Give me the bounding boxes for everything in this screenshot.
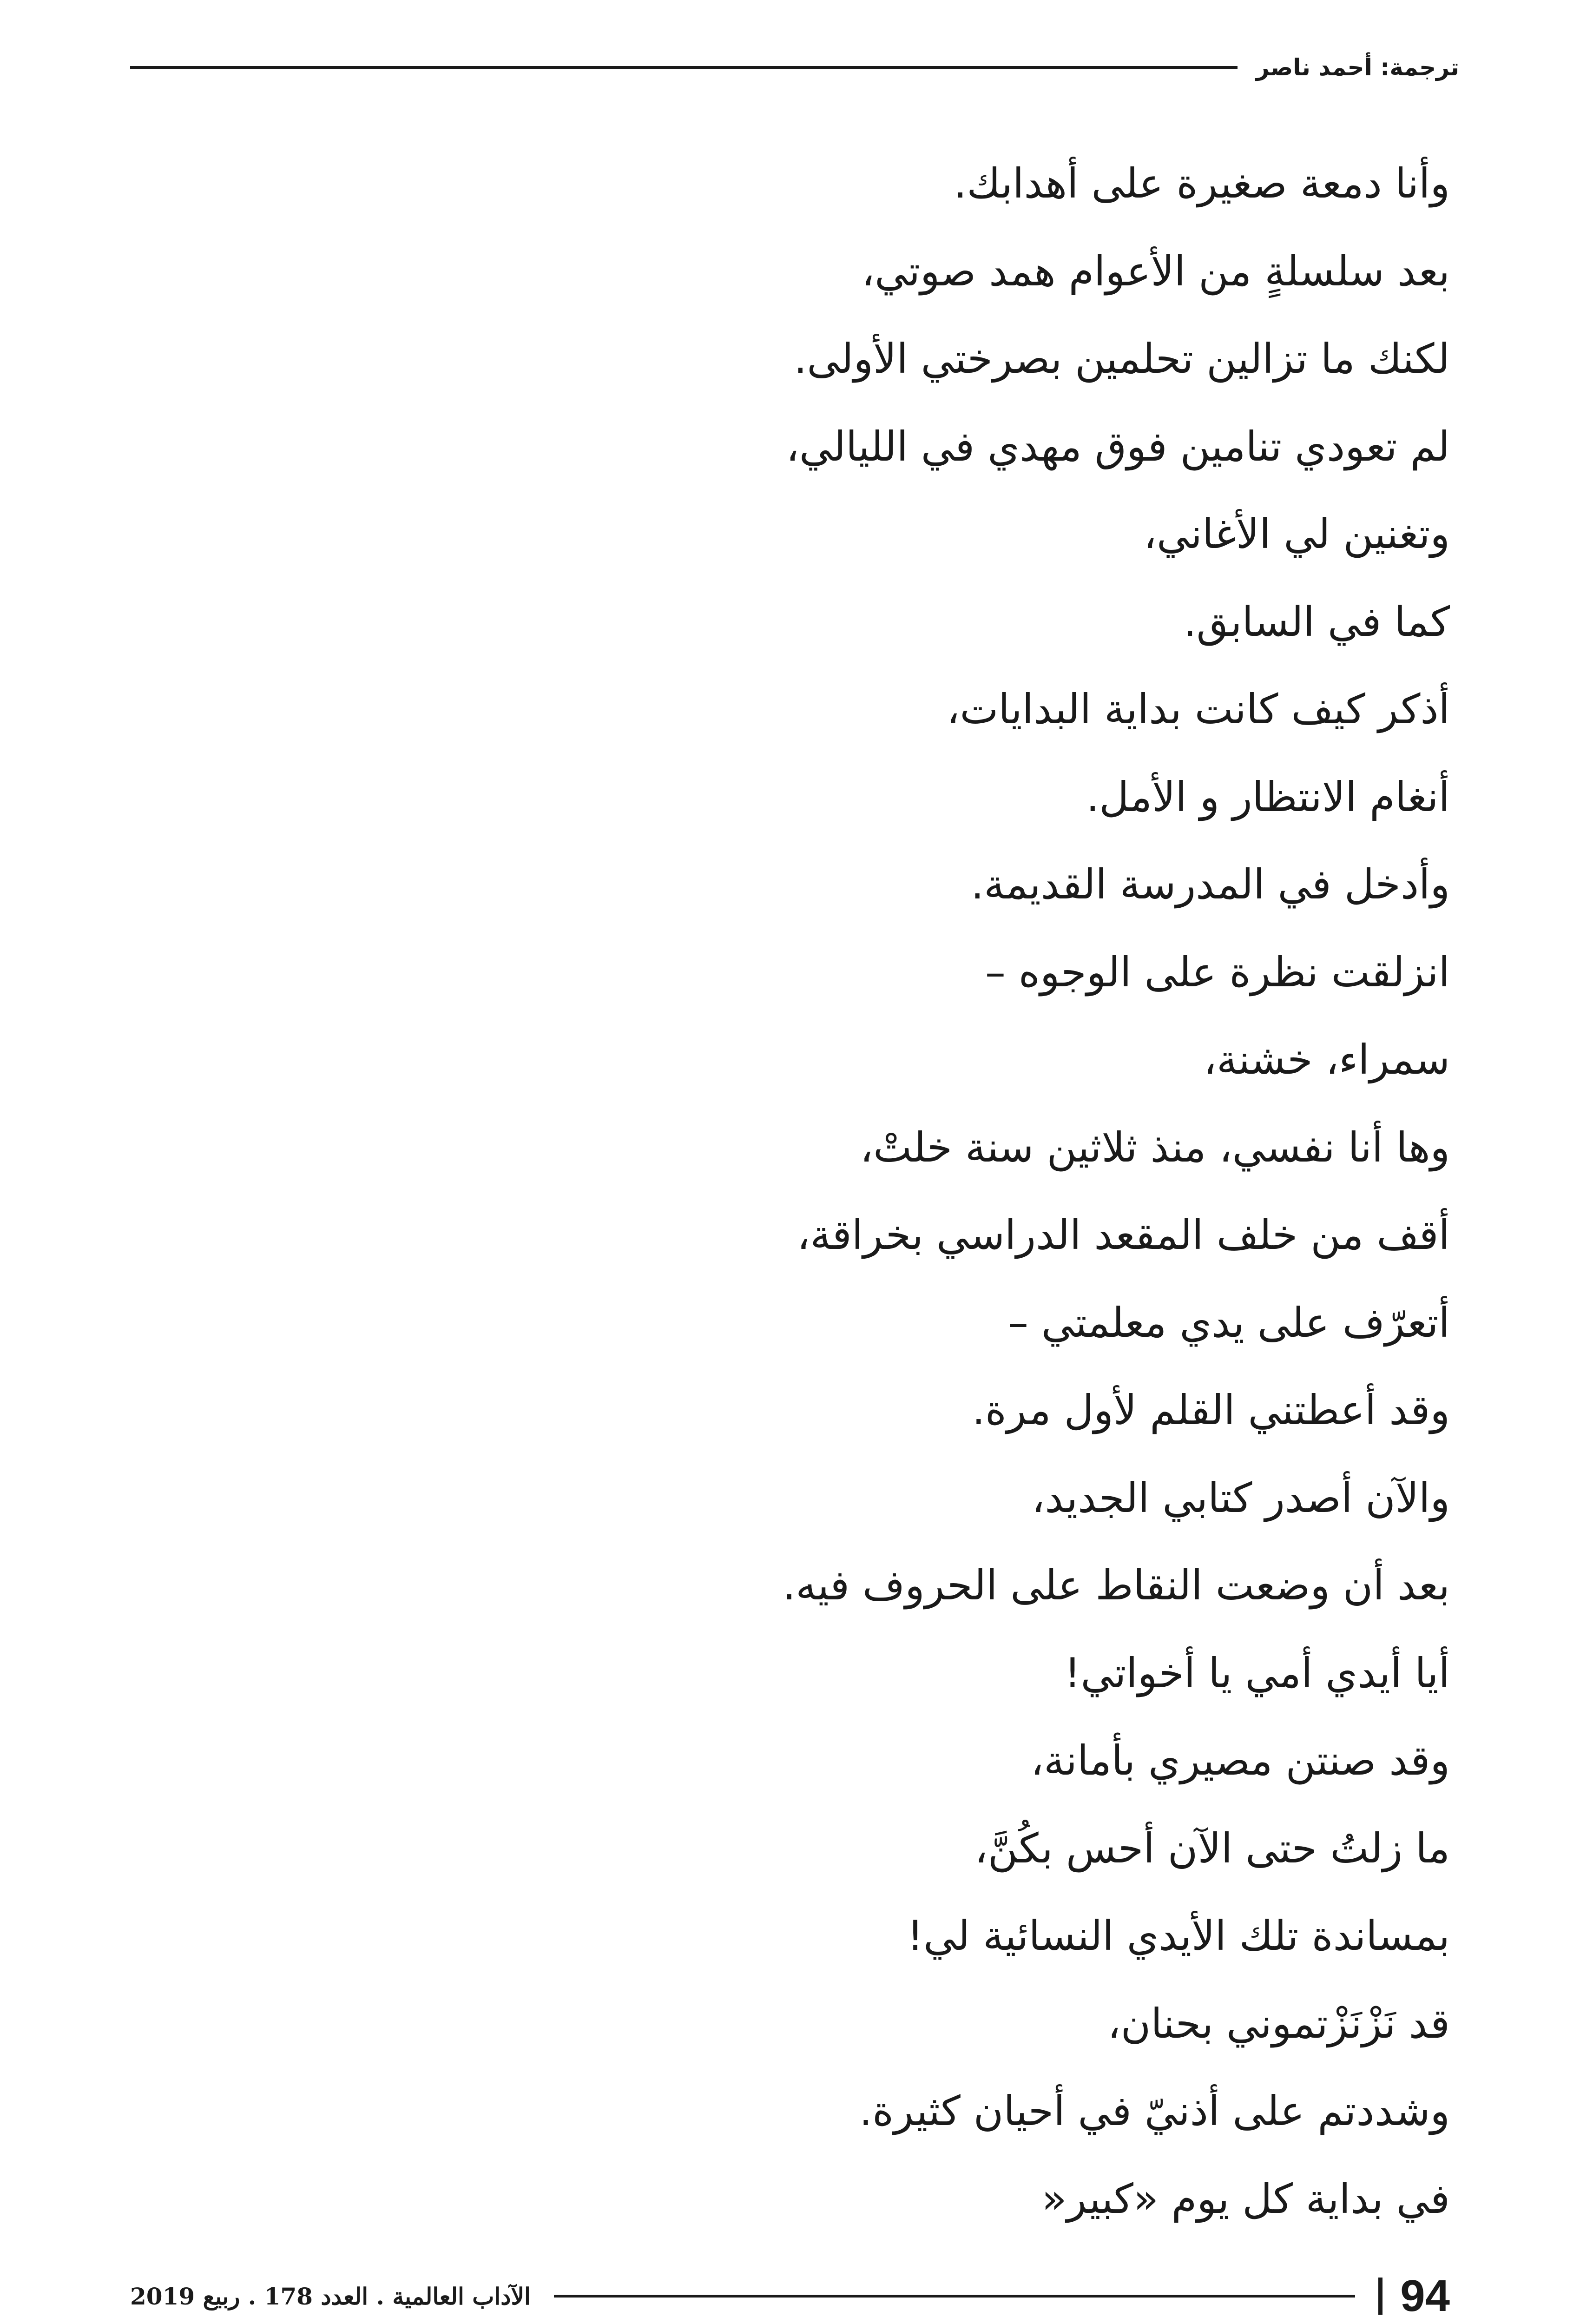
poem-line: وشددتم على أذنيّ في أحيان كثيرة. — [859, 2087, 1450, 2135]
poem-line: أنغام الانتظار و الأمل. — [1086, 772, 1450, 821]
poem-line: أذكر كيف كانت بداية البدايات، — [947, 685, 1450, 733]
poem-line: كما في السابق. — [1183, 597, 1450, 646]
poem-line: وقد أعطتني القلم لأول مرة. — [972, 1386, 1450, 1434]
poem-line: وها أنا نفسي، منذ ثلاثين سنة خلتْ، — [860, 1123, 1450, 1171]
poem-line: أقف من خلف المقعد الدراسي بخراقة، — [797, 1211, 1450, 1259]
translator-credit: ترجمة: أحمد ناصر — [1256, 54, 1459, 81]
poem-line: وأدخل في المدرسة القديمة. — [971, 860, 1450, 908]
footer-bar-divider — [1378, 2278, 1382, 2315]
poem-line: بعد سلسلةٍ من الأعوام همد صوتي، — [861, 247, 1450, 295]
poem-line: في بداية كل يوم «كبير« — [1041, 2174, 1450, 2223]
page-footer — [130, 2268, 1450, 2324]
footer-rule — [554, 2295, 1355, 2298]
poem-line: انزلقت نظرة على الوجوه – — [985, 948, 1450, 996]
poem-line: أتعرّف على يدي معلمتي – — [1007, 1298, 1450, 1347]
running-header — [130, 51, 1459, 84]
poem-line: سمراء، خشنة، — [1203, 1036, 1450, 1083]
poem-line: والآن أصدر كتابي الجديد، — [1032, 1473, 1450, 1522]
poem-line: وأنا دمعة صغيرة على أهدابك. — [954, 159, 1450, 207]
poem-line: لم تعودي تنامين فوق مهدي في الليالي، — [786, 422, 1450, 470]
page-number: 94 — [1400, 2271, 1450, 2321]
poem-line: لكنك ما تزالين تحلمين بصرختي الأولى. — [794, 335, 1450, 383]
poem-line: وتغنين لي الأغاني، — [1143, 510, 1450, 558]
journal-issue-info: الآداب العالمية . العدد 178 . ربيع 2019 — [130, 2282, 531, 2310]
poem-line: بعد أن وضعت النقاط على الحروف فيه. — [783, 1561, 1450, 1609]
poem-line: وقد صنتن مصيري بأمانة، — [1030, 1736, 1450, 1784]
poem-line: ما زلتُ حتى الآن أحس بكُنَّ، — [974, 1824, 1450, 1872]
poem-line: أيا أيدي أمي يا أخواتي! — [1064, 1649, 1450, 1697]
poem-text — [242, 153, 1450, 2256]
poem-line: بمساندة تلك الأيدي النسائية لي! — [907, 1912, 1450, 1960]
header-rule — [130, 66, 1238, 69]
poem-line: قد نَزْنَزْتموني بحنان، — [1107, 1999, 1450, 2047]
